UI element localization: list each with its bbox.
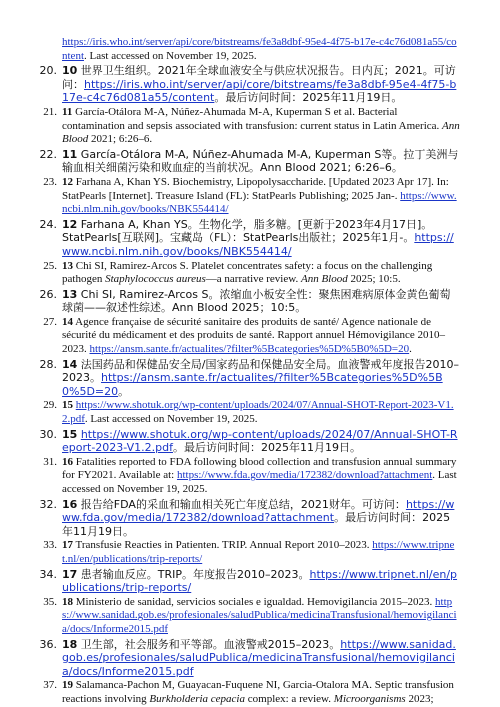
reference-number: 29. xyxy=(43,399,57,412)
reference-italic: Burkholderia cepacia xyxy=(149,692,245,705)
reference-item xyxy=(43,105,460,147)
reference-text: 世界卫生组织。2021年全球血液安全与供应状况报告。日内瓦；2021。可访问： xyxy=(62,64,456,91)
reference-number: 37. xyxy=(43,679,57,692)
reference-item xyxy=(43,455,460,497)
reference-link[interactable]: https://www.ncbi.nlm.nih.gov/books/NBK554414/ xyxy=(62,231,454,258)
reference-link[interactable]: https://www.sanidad.gob.es/profesionales/saludPublica/medicinaTransfusional/hemovigilancia/docs/Informe2015.pdf xyxy=(62,637,456,678)
reference-source-index: 13 xyxy=(62,287,78,301)
reference-text-tail: 。 xyxy=(118,384,130,398)
reference-number: 32. xyxy=(39,497,57,511)
reference-citation: 2025; 10:5. xyxy=(347,273,401,286)
reference-text: 患者输血反应。TRIP。年度报告2010–2023。 xyxy=(77,567,310,581)
reference-number: 33. xyxy=(43,539,57,552)
reference-number: 20. xyxy=(39,64,57,78)
reference-source-index: 17 xyxy=(62,567,78,581)
reference-text-tail: 。最后访问时间：2025年11月19日。 xyxy=(214,91,403,105)
reference-continuation xyxy=(62,36,460,63)
reference-source-index: 12 xyxy=(62,175,73,188)
reference-item xyxy=(39,64,460,105)
reference-link[interactable]: https://iris.who.int/server/api/core/bitstreams/fe3a8dbf-95e4-4f75-b17e-c4c76d081a55/content xyxy=(62,77,457,105)
reference-text: Chi SI, Ramirez-Arcos S。浓缩血小板安全性：聚焦困难病原体金黄色葡萄球菌——叙述性综述。Ann Blood 2025；10:5。 xyxy=(62,287,451,315)
reference-text: Ministerio de sanidad, servicios sociales e igualdad. Hemovigilancia 2015–2023. xyxy=(73,595,436,608)
reference-source-index: 13 xyxy=(62,259,73,272)
reference-text: Chi SI, Ramirez-Arcos S. Platelet concentrates safety: a focus on the challenging pathogen xyxy=(62,259,433,286)
reference-text-tail: . Last accessed on November 19, 2025. xyxy=(84,413,258,426)
reference-link[interactable]: https://ansm.sante.fr/actualites/?filter%5Bcategories%5D%5B0%5D=20 xyxy=(89,343,410,356)
reference-number: 24. xyxy=(39,217,57,231)
reference-link[interactable]: https://iris.who.int/server/api/core/bitstreams/fe3a8dbf-95e4-4f75-b17e-c4c76d081a55/content xyxy=(62,36,457,62)
reference-item xyxy=(43,539,460,566)
reference-italic: Staphylococcus aureus xyxy=(105,273,206,286)
reference-text: García-Otálora M-A, Núñez-Ahumada M-A, Kuperman S等。拉丁美洲与输血相关细菌污染和败血症的当前状况。Ann Blood 2021; 6:26–6。 xyxy=(62,147,459,175)
reference-source-index: 11 xyxy=(62,105,73,118)
reference-text: Transfusie Reacties in Patienten. TRIP. Annual Report 2010–2023. xyxy=(73,539,373,552)
reference-item xyxy=(39,217,460,259)
reference-number: 31. xyxy=(43,455,57,468)
reference-text: 卫生部，社会服务和平等部。血液警戒2015–2023。 xyxy=(77,637,341,651)
reference-text-tail: 2021; 6:26–6. xyxy=(88,133,153,146)
reference-link[interactable]: https://www.shotuk.org/wp-content/uploads/2024/07/Annual-SHOT-Report-2023-V1.2.pdf xyxy=(62,427,458,455)
reference-link[interactable]: https://www.fda.gov/media/172382/download?attachment xyxy=(176,469,433,482)
reference-text: Agence française de sécurité sanitaire des produits de santé/ Agence nationale de sécurité du médicament et des produits de santé. Rapport annuel Hémovigilance 2010–2023. xyxy=(62,315,446,356)
reference-number: 30. xyxy=(39,427,57,441)
reference-text: Farhana A, Khan YS. Biochemistry, Lipopolysaccharide. [Updated 2023 Apr 17]. In: StatPearls [Internet]. Treasure Island (FL): StatPearls Publishing; 2025 Jan-. xyxy=(62,175,449,202)
reference-link[interactable]: https://www.tripnet.nl/en/publications/trip-reports/ xyxy=(62,567,458,595)
reference-item xyxy=(39,427,460,455)
reference-source-index: 18 xyxy=(62,595,73,608)
reference-item xyxy=(39,357,460,399)
reference-source-index: 14 xyxy=(62,315,73,328)
reference-number: 28. xyxy=(39,357,57,371)
reference-link[interactable]: https://www.tripnet.nl/en/publications/trip-reports/ xyxy=(62,539,455,565)
reference-journal: Microorganisms xyxy=(333,692,406,705)
reference-link[interactable]: https://ansm.sante.fr/actualites/?filter%5Bcategories%5D%5B0%5D=20 xyxy=(62,371,443,398)
reference-text: Fatalities reported to FDA following blood collection and transfusion annual summary for FY2021. Available at: xyxy=(62,455,457,482)
reference-list xyxy=(39,64,460,706)
reference-source-index: 16 xyxy=(62,497,78,511)
reference-item xyxy=(43,175,460,217)
reference-number: 25. xyxy=(43,259,57,272)
reference-text: 报告给FDA的采血和输血相关死亡年度总结，2021财年。可访问： xyxy=(77,497,406,511)
reference-source-index: 18 xyxy=(62,637,78,651)
reference-link[interactable]: https://www.sanidad.gob.es/profesionales/saludPublica/medicinaTransfusional/hemovigilancia/docs/Informe2015.pdf xyxy=(62,595,457,635)
reference-text: Farhana A, Khan YS。生物化学，脂多糖。[更新于2023年4月17日]。StatPearls[互联网]。宝藏岛（FL）：StatPearls出版社；2025年1月-。 xyxy=(62,217,433,245)
reference-text: Salamanca-Pachon M, Guayacan-Fuquene NI, Garcia-Otalora MA. Septic transfusion reactions involving xyxy=(62,679,454,705)
reference-item xyxy=(43,399,460,426)
reference-number: 36. xyxy=(39,637,57,651)
reference-item xyxy=(39,497,460,539)
reference-item xyxy=(43,595,460,637)
reference-text-tail: . Last accessed on November 19, 2025. xyxy=(62,469,457,495)
reference-item xyxy=(43,679,460,706)
reference-number: 27. xyxy=(43,315,57,328)
reference-italic: Ann Blood xyxy=(62,119,460,146)
reference-item xyxy=(39,147,460,175)
reference-number: 21. xyxy=(43,105,57,118)
reference-text-tail: —a narrative review. xyxy=(205,273,301,286)
reference-link[interactable]: https://www.fda.gov/media/172382/download?attachment xyxy=(62,497,455,525)
reference-number: 22. xyxy=(39,147,57,161)
reference-source-index: 15 xyxy=(62,399,73,412)
reference-continuation-text: . Last accessed on November 19, 2025. xyxy=(84,49,257,62)
reference-source-index: 17 xyxy=(62,539,73,552)
reference-source-index: 10 xyxy=(62,64,78,78)
reference-source-index: 16 xyxy=(62,455,73,468)
reference-citation: 2023; xyxy=(405,692,434,705)
reference-number: 26. xyxy=(39,287,57,301)
reference-text-tail: . xyxy=(409,343,412,356)
reference-text: 法国药品和保健品安全局/国家药品和保健品安全局。血液警戒年度报告2010–2023。 xyxy=(62,357,460,385)
reference-item xyxy=(43,315,460,357)
reference-link[interactable]: https://www.shotuk.org/wp-content/uploads/2024/07/Annual-SHOT-Report-2023-V1.2.pdf xyxy=(62,399,454,426)
reference-link[interactable]: https://www.ncbi.nlm.nih.gov/books/NBK554414/ xyxy=(62,189,457,216)
reference-text-tail: 。最后访问时间：2025年11月19日。 xyxy=(62,511,451,538)
reference-text-tail: complex: a review. xyxy=(245,692,334,705)
reference-text: García-Otálora M-A, Núñez-Ahumada M-A, Kuperman S et al. Bacterial contamination and sepsis associated with transfusion: current status in Latin America. xyxy=(62,105,443,132)
reference-item xyxy=(39,287,460,315)
reference-item xyxy=(43,259,460,287)
reference-source-index: 11 xyxy=(62,147,78,161)
reference-source-index: 15 xyxy=(62,427,78,441)
reference-number: 35. xyxy=(43,595,57,608)
reference-item xyxy=(39,567,460,595)
reference-source-index: 14 xyxy=(62,357,78,371)
reference-item xyxy=(39,637,460,679)
reference-source-index: 19 xyxy=(62,679,73,692)
reference-journal: Ann Blood xyxy=(300,273,348,286)
reference-number: 34. xyxy=(39,567,57,581)
reference-number: 23. xyxy=(43,175,57,188)
reference-source-index: 12 xyxy=(62,217,78,231)
reference-text-tail: 。最后访问时间：2025年11月19日。 xyxy=(172,441,361,455)
